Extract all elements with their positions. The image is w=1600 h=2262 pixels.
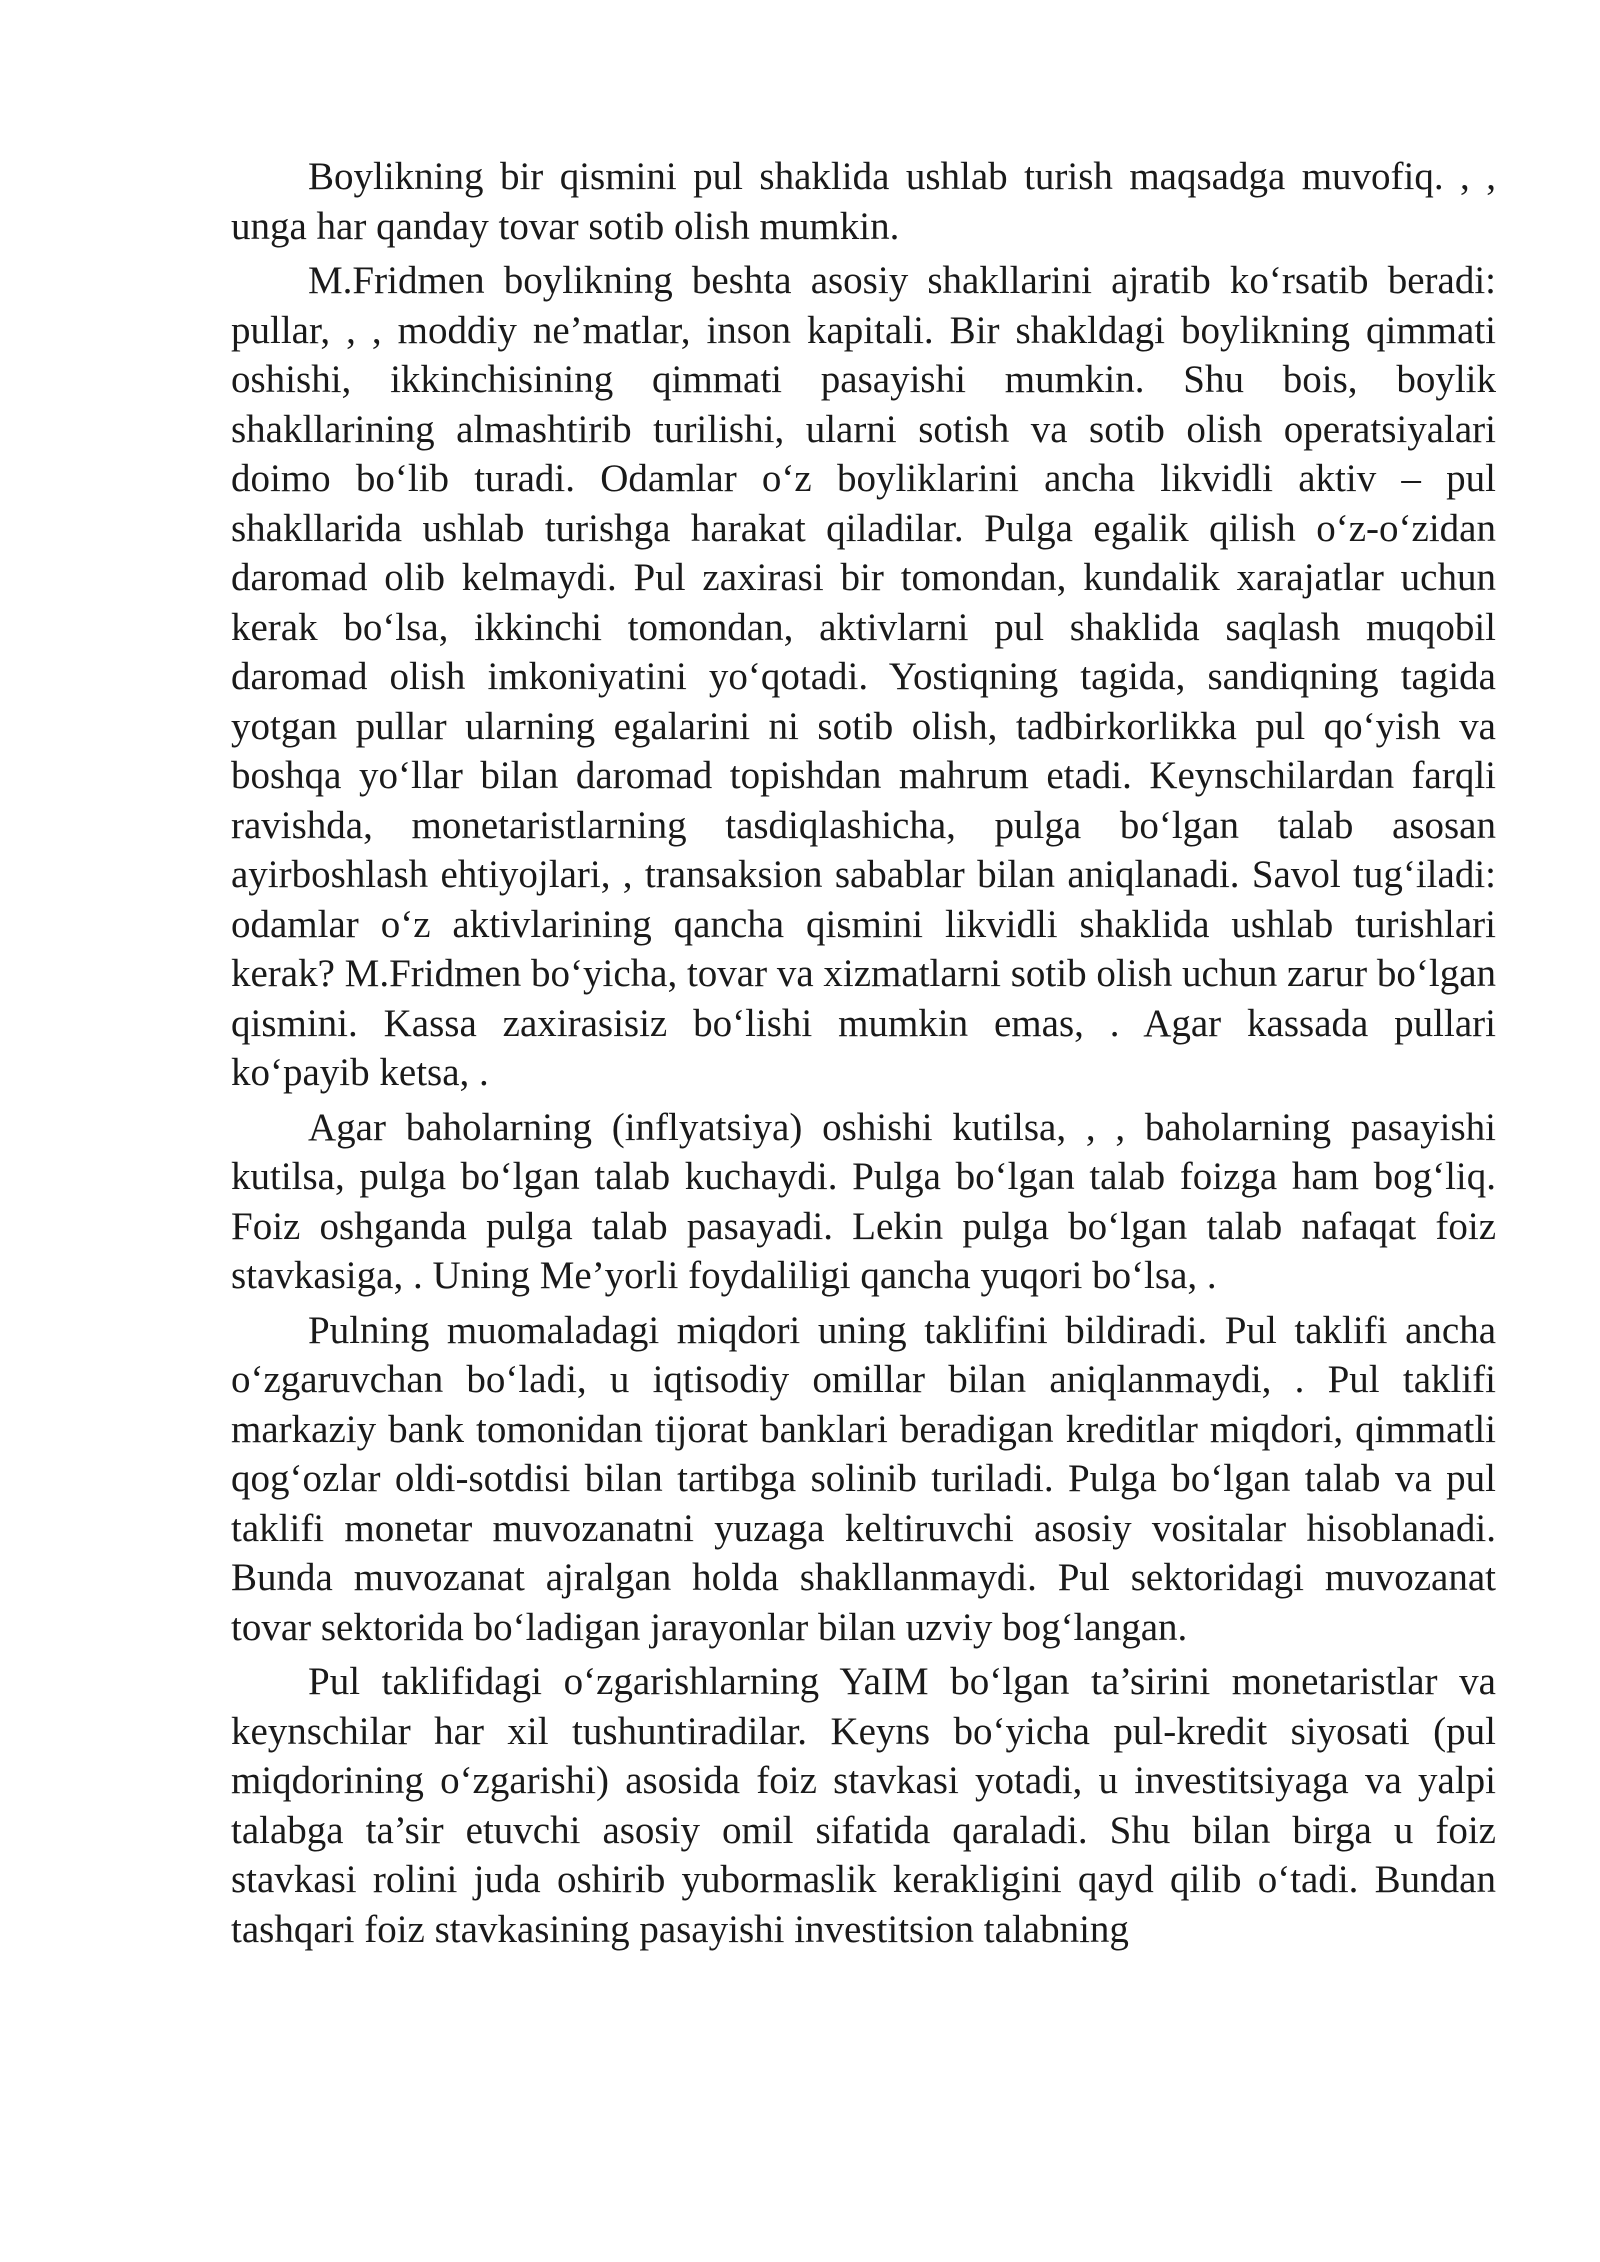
paragraph-4: Pulning muomaladagi miqdori uning taklifini bildiradi. Pul taklifi ancha o‘zgaruvchan bo‘ladi, u iqtisodiy omillar bilan aniqlanmaydi, . Pul taklifi markaziy bank tomonidan tijorat banklari beradigan kreditlar miqdori, qimmatli qog‘ozlar oldi-sotdisi bilan tartibga solinib turiladi. Pulga bo‘lgan talab va pul taklifi monetar muvozanatni yuzaga keltiruvchi asosiy vositalar hisoblanadi. Bunda muvozanat ajralgan holda shakllanmaydi. Pul sektoridagi muvozanat tovar sektorida bo‘ladigan jarayonlar bilan uzviy bog‘langan. xyxy=(231,1308,1496,1649)
document-page xyxy=(231,152,1496,1959)
paragraph-3: Agar baholarning (inflyatsiya) oshishi kutilsa, , , baholarning pasayishi kutilsa, pulga bo‘lgan talab kuchaydi. Pulga bo‘lgan talab foizga ham bog‘liq. Foiz oshganda pulga talab pasayadi. Lekin pulga bo‘lgan talab nafaqat foiz stavkasiga, . Uning Me’yorli foydaliligi qancha yuqori bo‘lsa, . xyxy=(231,1105,1496,1297)
paragraph-1: Boylikning bir qismini pul shaklida ushlab turish maqsadga muvofiq. , , unga har qanday tovar sotib olish mumkin. xyxy=(231,155,1496,248)
paragraph-2: M.Fridmen boylikning beshta asosiy shakllarini ajratib ko‘rsatib beradi: pullar, , , moddiy ne’matlar, inson kapitali. Bir shakldagi boylikning qimmati oshishi, ikkinchisining qimmati pasayishi mumkin. Shu bois, boylik shakllarining almashtirib turilishi, ularni sotish va sotib olish operatsiyalari doimo bo‘lib turadi. Odamlar o‘z boyliklarini ancha likvidli aktiv – pul shakllarida ushlab turishga harakat qiladilar. Pulga egalik qilish o‘z-o‘zidan daromad olib kelmaydi. Pul zaxirasi bir tomondan, kundalik xarajatlar uchun kerak bo‘lsa, ikkinchi tomondan, aktivlarni pul shaklida saqlash muqobil daromad olish imkoniyatini yo‘qotadi. Yostiqning tagida, sandiqning tagida yotgan pullar ularning egalarini ni sotib olish, tadbirkorlikka pul qo‘yish va boshqa yo‘llar bilan daromad topishdan mahrum etadi. Keynschilardan farqli ravishda, monetaristlarning tasdiqlashicha, pulga bo‘lgan talab asosan ayirboshlash ehtiyojlari, , transaksion sabablar bilan aniqlanadi. Savol tug‘iladi: odamlar o‘z aktivlarining qancha qismini likvidli shaklida ushlab turishlari kerak? M.Fridmen bo‘yicha, tovar va xizmatlarni sotib olish uchun zarur bo‘lgan qismini. Kassa zaxirasisiz bo‘lishi mumkin emas, . Agar kassada pullari ko‘payib ketsa, . xyxy=(231,259,1496,1094)
paragraph-5: Pul taklifidagi o‘zgarishlarning YaIM bo‘lgan ta’sirini monetaristlar va keynschilar har xil tushuntiradilar. Keyns bo‘yicha pul-kredit siyosati (pul miqdorining o‘zgarishi) asosida foiz stavkasi yotadi, u investitsiyaga va yalpi talabga ta’sir etuvchi asosiy omil sifatida qaraladi. Shu bilan birga u foiz stavkasi rolini juda oshirib yubormaslik kerakligini qayd qilib o‘tadi. Bundan tashqari foiz stavkasining pasayishi investitsion talabning xyxy=(231,1660,1496,1951)
